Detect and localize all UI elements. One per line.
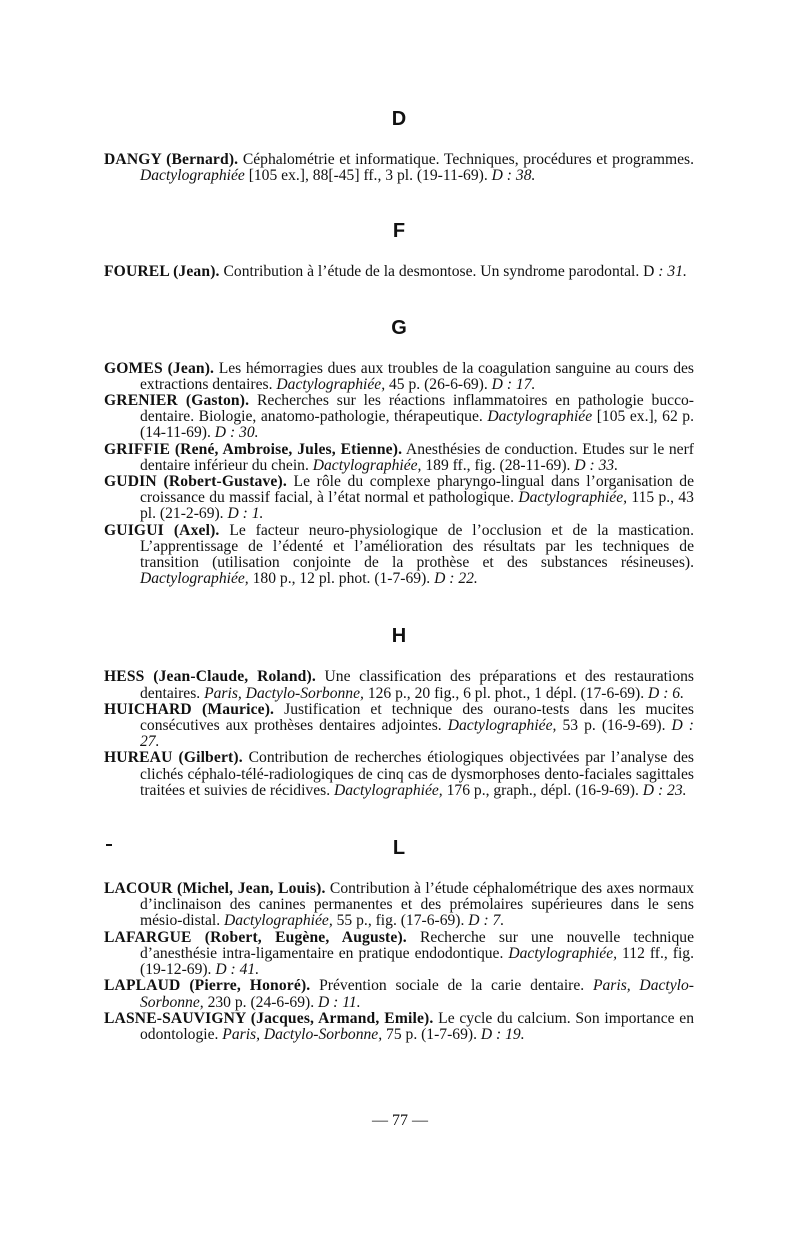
entry-italic-text: D : 41. <box>215 961 260 979</box>
entry-author: GUIGUI (Axel). <box>104 521 220 539</box>
bibliography-entry <box>104 523 694 588</box>
bibliography-entry <box>104 881 694 930</box>
entry-italic-text: D : 6. <box>648 684 684 702</box>
entry-text: 45 p. (26-6-69). <box>385 375 492 393</box>
entry-text: Une classification des préparations et des restaurations dentaires. <box>140 668 694 702</box>
section-letter-heading: G <box>391 316 407 339</box>
entry-text: Recherches sur les réactions inflammatoires en pathologie bucco-dentaire. Biologie, anatomo-pathologie, thérapeutique. <box>140 392 694 426</box>
entry-text: 176 p., graph., dépl. (16-9-69). <box>442 781 643 799</box>
entry-text: Céphalométrie et informatique. Techniques, procédures et programmes. <box>238 151 694 168</box>
entry-text: 230 p. (24-6-69). <box>203 993 319 1011</box>
entry-author: HESS (Jean-Claude, Roland). <box>104 668 316 686</box>
entry-italic-text: Dactylographiée, <box>447 717 557 735</box>
entry-list <box>104 264 694 280</box>
entry-list <box>104 152 694 184</box>
entry-italic-text: Dactylographiée <box>140 167 245 185</box>
entry-italic-text: Dactylographiée, <box>140 570 249 588</box>
entry-author: HUREAU (Gilbert). <box>104 749 243 767</box>
bibliography-entry <box>104 442 694 474</box>
bibliography-entry <box>104 264 694 280</box>
entry-text: Anesthésies de conduction. Etudes sur le nerf dentaire inférieur du chein. <box>140 440 694 474</box>
entry-text: Justification et technique des ourano-tests dans les mucites consécutives aux prothèses dentaires adjointes. <box>140 700 694 735</box>
entry-text: 126 p., 20 fig., 6 pl. phot., 1 dépl. (17-6-69). <box>363 684 649 702</box>
bibliography-entry <box>104 361 694 393</box>
section-l <box>104 837 694 1043</box>
entry-author: LASNE-SAUVIGNY (Jacques, Armand, Emile). <box>104 1009 434 1027</box>
entry-author: GOMES (Jean). <box>104 359 215 377</box>
section-d <box>104 108 694 184</box>
entry-list <box>104 361 694 588</box>
entry-italic-text: Dactylographiée, <box>276 375 386 393</box>
entry-text: Le cycle du calcium. Son importance en odontologie. <box>140 1009 695 1043</box>
entry-list <box>104 881 694 1043</box>
entry-italic-text: D : 33. <box>574 456 619 474</box>
entry-author: FOUREL (Jean). <box>104 263 220 281</box>
entry-text: Le rôle du complexe pharyngo-lingual dans l’organisation de croissance du massif facial, à l’état normal et pathologique. <box>140 473 694 507</box>
entry-italic-text: Dactylographiée, <box>518 489 628 507</box>
entry-italic-text: D : 38. <box>491 167 536 185</box>
entry-author: DANGY (Bernard). <box>104 151 239 168</box>
bibliography-entry <box>104 474 694 523</box>
entry-italic-text: D : 1. <box>227 505 264 523</box>
entry-text: Contribution à l’étude de la desmontose. Un syndrome parodontal. D <box>219 263 655 281</box>
bibliography-entry <box>104 978 694 1010</box>
bibliography-entry <box>104 1011 694 1043</box>
entry-text: Le facteur neuro-physiologique de l’occlusion et de la mastication. L’apprentissage de l’édenté et l’amélioration des résultats par les techniques de transition (utilisation conjointe de la prothèse et des substances résineuses). <box>140 521 695 572</box>
entry-author: HUICHARD (Maurice). <box>104 700 275 718</box>
entry-text: [105 ex.], 88[-45] ff., 3 pl. (19-11-69). <box>244 167 492 185</box>
entry-italic-text: Paris, Dactylo-Sorbonne, <box>140 977 694 1011</box>
bibliography-entry <box>104 152 694 184</box>
entry-text: Prévention sociale de la carie dentaire. <box>310 977 593 995</box>
entry-text: Contribution de recherches étiologiques objectivées par l’analyse des clichés céphalo-télé-radiologiques de cinq cas de dysmorphoses dento-faciales sagittales traitées et suivies de récidives. <box>140 749 694 799</box>
bibliography-page <box>104 108 694 1081</box>
bibliography-entry <box>104 750 694 799</box>
entry-italic-text: Paris, Dactylo-Sorbonne, <box>222 1025 383 1043</box>
entry-italic-text: Dactylographiée <box>487 408 593 426</box>
entry-list <box>104 669 694 799</box>
entry-text: 189 ff., fig. (28-11-69). <box>421 456 575 474</box>
bibliography-entry <box>104 393 694 442</box>
section-letter-heading: D <box>391 108 407 130</box>
entry-text: Contribution à l’étude céphalométrique des axes normaux d’inclinaison des canines permanentes et des prémolaires supérieures dans le sens mésio-distal. <box>140 880 694 930</box>
entry-author: LAPLAUD (Pierre, Honoré). <box>104 977 311 995</box>
entry-text: 53 p. (16-9-69). <box>556 717 672 735</box>
entry-text: 115 p., 43 pl. (21-2-69). <box>140 489 694 523</box>
section-h <box>104 625 694 799</box>
entry-italic-text: Dactylographiée, <box>312 456 422 474</box>
entry-text: 112 ff., fig. (19-12-69). <box>140 944 694 979</box>
entry-text: Recherche sur une nouvelle technique d’anesthésie intra-ligamentaire en pratique endodontique. <box>140 928 695 962</box>
entry-author: GRENIER (Gaston). <box>104 392 250 410</box>
entry-italic-text: D : 27. <box>140 717 695 751</box>
entry-italic-text: Dactylographiée, <box>508 944 618 962</box>
entry-author: GRIFFIE (René, Ambroise, Jules, Etienne). <box>104 440 403 458</box>
entry-text: 180 p., 12 pl. phot. (1-7-69). <box>248 570 435 588</box>
section-letter-heading: H <box>391 625 407 648</box>
section-letter-heading: F <box>392 220 406 243</box>
entry-author: GUDIN (Robert-Gustave). <box>104 473 287 491</box>
entry-italic-text: Paris, Dactylo-Sorbonne, <box>204 684 364 702</box>
entry-text: 55 p., fig. (17-6-69). <box>332 912 469 930</box>
entry-text: Les hémorragies dues aux troubles de la coagulation sanguine au cours des extractions dentaires. <box>140 359 694 393</box>
page-number: — 77 — <box>372 1112 428 1129</box>
entry-italic-text: D : 30. <box>214 424 259 442</box>
section-f <box>104 220 694 280</box>
entry-italic-text: D : 11. <box>318 993 361 1011</box>
bibliography-entry <box>104 702 694 751</box>
entry-italic-text: Dactylographiée, <box>224 912 333 930</box>
entry-author: LACOUR (Michel, Jean, Louis). <box>104 880 326 898</box>
entry-text: [105 ex.], 62 p. (14-11-69). <box>140 408 694 442</box>
entry-italic-text: : 31. <box>654 263 687 281</box>
entry-italic-text: D : 23. <box>642 781 687 799</box>
entry-italic-text: D : 7. <box>468 912 505 930</box>
bibliography-entry <box>104 669 694 701</box>
section-g <box>104 317 694 588</box>
entry-italic-text: D : 22. <box>434 570 478 588</box>
entry-italic-text: D : 19. <box>480 1025 525 1043</box>
bibliography-entry <box>104 930 694 979</box>
margin-mark <box>106 844 112 846</box>
entry-italic-text: D : 17. <box>491 375 536 393</box>
section-letter-heading: L <box>392 837 406 860</box>
entry-author: LAFARGUE (Robert, Eugène, Auguste). <box>104 928 407 946</box>
entry-text: 75 p. (1-7-69). <box>382 1025 481 1043</box>
entry-italic-text: Dactylographiée, <box>334 781 443 799</box>
